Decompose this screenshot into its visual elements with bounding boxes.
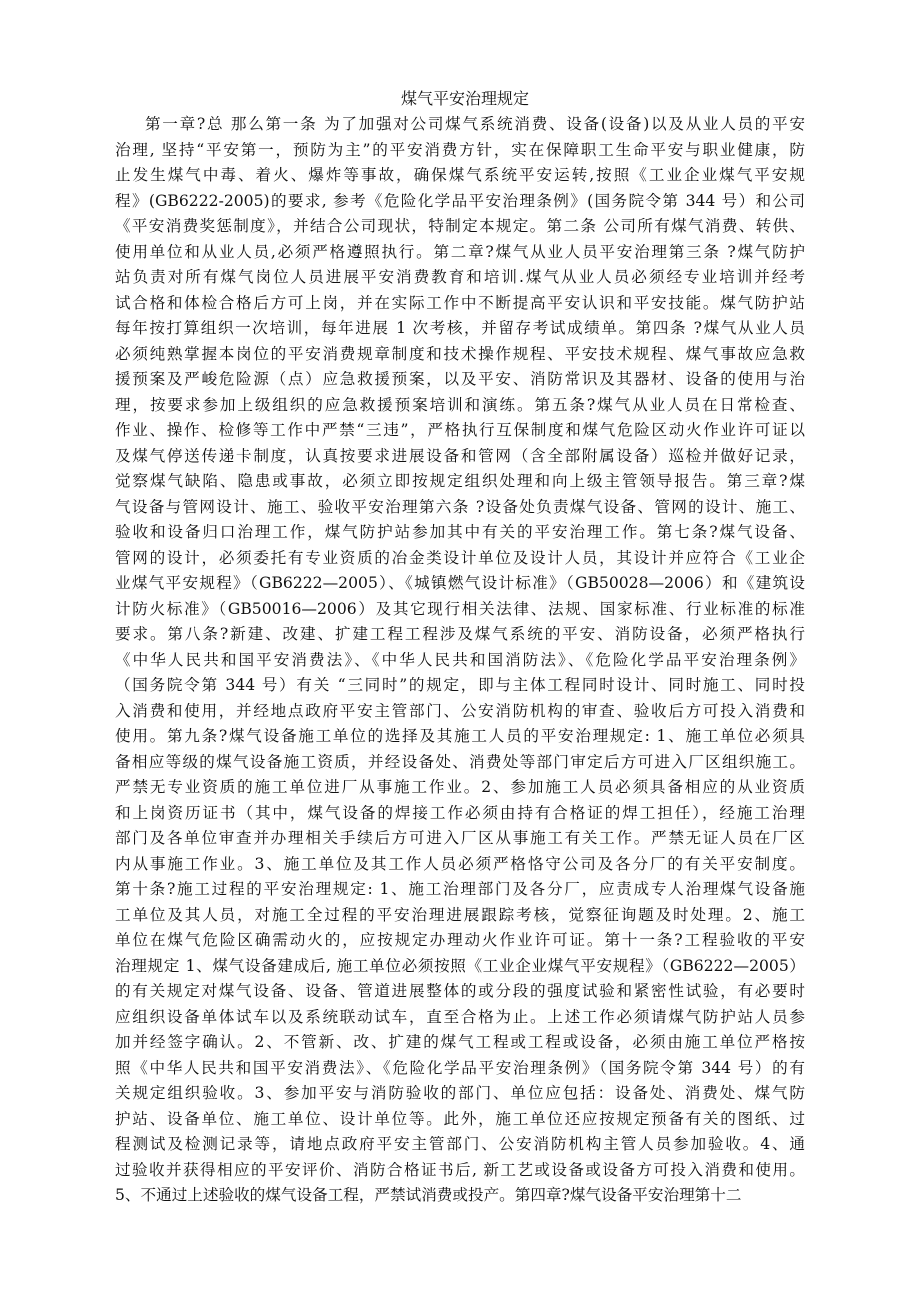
paragraph-line: 备相应等级的煤气设备施工资质，并经设备处、消费处等部门审定后方可进入厂区组织施工。 xyxy=(115,752,805,771)
paragraph-line: 工单位及其人员，对施工全过程的平安治理进展跟踪考核，觉察征询题及时处理。2、施工 xyxy=(115,905,805,924)
paragraph-line: 部门及各单位审查并办理相关手续后方可进入厂区从事施工有关工作。严禁无证人员在厂区 xyxy=(115,829,805,847)
paragraph-line: 第一章?总 那么第一条 为了加强对公司煤气系统消费、设备(设备)以及从业人员的平安 xyxy=(145,115,805,133)
paragraph-line: 程》(GB6222-2005)的要求, 参考《危险化学品平安治理条例》(国务院令第 344 号）和公司 xyxy=(115,191,805,210)
document-title: 煤气平安治理规定 xyxy=(400,89,529,108)
paragraph-line: 业煤气平安规程》（GB6222—2005）、《城镇燃气设计标准》（GB50028—2006）和《建筑设 xyxy=(115,574,805,592)
paragraph-line: 作业、操作、检修等工作中严禁“三违”，严格执行互保制度和煤气危险区动火作业许可证以 xyxy=(115,421,805,439)
paragraph-line: 站负责对所有煤气岗位人员进展平安消费教育和培训.煤气从业人员必须经专业培训并经考 xyxy=(115,268,805,286)
paragraph-line: 护站、设备单位、施工单位、设计单位等。此外，施工单位还应按规定预备有关的图纸、过 xyxy=(115,1109,805,1128)
paragraph-line: 第十条?施工过程的平安治理规定: 1、施工治理部门及各分厂，应责成专人治理煤气设备施 xyxy=(115,880,805,898)
paragraph-line: 照《中华人民共和国平安消费法》、《危险化学品平安治理条例》（国务院令第 344 号）的有 xyxy=(115,1058,805,1077)
paragraph-line: 觉察煤气缺陷、隐患或事故，必须立即按规定组织处理和向上级主管领导报告。第三章?煤 xyxy=(115,472,805,490)
paragraph-line: 使用单位和从业人员,必须严格遵照执行。第二章?煤气从业人员平安治理第三条 ?煤气防护 xyxy=(115,242,805,261)
paragraph-line: 过验收并获得相应的平安评价、消防合格证书后, 新工艺或设备或设备方可投入消费和使用。 xyxy=(115,1160,805,1179)
paragraph-line: 计防火标准》（GB50016—2006）及其它现行相关法律、法规、国家标准、行业标准的标准 xyxy=(115,599,805,618)
paragraph-line: 的有关规定对煤气设备、设备、管道进展整体的或分段的强度试验和紧密性试验，有必要时 xyxy=(115,982,805,1000)
paragraph-line: 《平安消费奖惩制度》，并结合公司现状，特制定本规定。第二条 公司所有煤气消费、转供、 xyxy=(115,217,805,235)
paragraph-line: 及煤气停送传递卡制度，认真按要求进展设备和管网（含全部附属设备）巡检并做好记录， xyxy=(115,446,805,465)
paragraph-line: 加并经签字确认。2、不管新、改、扩建的煤气工程或工程或设备，必须由施工单位严格按 xyxy=(115,1033,805,1051)
paragraph-line: 使用。第九条?煤气设备施工单位的选择及其施工人员的平安治理规定: 1、施工单位必须具 xyxy=(115,727,805,745)
paragraph-line: 内从事施工作业。3、施工单位及其工作人员必须严格恪守公司及各分厂的有关平安制度。 xyxy=(115,854,805,873)
paragraph-line: 治理, 坚持“平安第一，预防为主”的平安消费方针，实在保障职工生命平安与职业健康，防 xyxy=(115,140,805,159)
paragraph-line: 《中华人民共和国平安消费法》、《中华人民共和国消防法》、《危险化学品平安治理条例》 xyxy=(115,650,805,669)
paragraph-line: 试合格和体检合格后方可上岗，并在实际工作中不断提高平安认识和平安技能。煤气防护站 xyxy=(115,293,805,312)
document-body xyxy=(115,112,805,1209)
paragraph-line: 严禁无专业资质的施工单位进厂从事施工作业。2、参加施工人员必须具备相应的从业资质 xyxy=(115,778,805,796)
paragraph-line: 程测试及检测记录等，请地点政府平安主管部门、公安消防机构主管人员参加验收。4、通 xyxy=(115,1135,805,1153)
paragraph-line: 关规定组织验收。3、参加平安与消防验收的部门、单位应包括：设备处、消费处、煤气防 xyxy=(115,1084,805,1102)
paragraph-line: 治理规定 1、煤气设备建成后, 施工单位必须按照《工业企业煤气平安规程》（GB6222—2005） xyxy=(115,956,805,975)
paragraph-line: 入消费和使用，并经地点政府平安主管部门、公安消防机构的审查、验收后方可投入消费和 xyxy=(115,701,805,720)
paragraph-line: 应组织设备单体试车以及系统联动试车，直至合格为止。上述工作必须请煤气防护站人员参 xyxy=(115,1007,805,1026)
paragraph-line: 要求。第八条?新建、改建、扩建工程工程涉及煤气系统的平安、消防设备，必须严格执行 xyxy=(115,625,805,643)
paragraph-line: 气设备与管网设计、施工、验收平安治理第六条 ?设备处负责煤气设备、管网的设计、施工、 xyxy=(115,497,805,516)
paragraph-line: 5、不通过上述验收的煤气设备工程，严禁试消费或投产。第四章?煤气设备平安治理第十二 xyxy=(115,1186,742,1204)
paragraph-line: 管网的设计，必须委托有专业资质的冶金类设计单位及设计人员，其设计并应符合《工业企 xyxy=(115,548,805,567)
paragraph-line: 和上岗资历证书（其中，煤气设备的焊接工作必须由持有合格证的焊工担任），经施工治理 xyxy=(115,803,805,822)
paragraph-line: 理，按要求参加上级组织的应急救援预案培训和演练。第五条?煤气从业人员在日常检查、 xyxy=(115,395,805,414)
paragraph-line: 必须纯熟掌握本岗位的平安消费规章制度和技术操作规程、平安技术规程、煤气事故应急救 xyxy=(115,344,805,363)
paragraph-line: 止发生煤气中毒、着火、爆炸等事故，确保煤气系统平安运转,按照《工业企业煤气平安规 xyxy=(115,166,805,184)
paragraph-line: 单位在煤气危险区确需动火的，应按规定办理动火作业许可证。第十一条?工程验收的平安 xyxy=(115,931,805,949)
paragraph-line: 援预案及严峻危险源（点）应急救援预案，以及平安、消防常识及其器材、设备的使用与治 xyxy=(115,370,805,388)
document-page xyxy=(115,86,805,1209)
paragraph-line: 每年按打算组织一次培训，每年进展 1 次考核，并留存考试成绩单。第四条 ?煤气从业人员 xyxy=(115,319,805,337)
paragraph-line: 验收和设备归口治理工作，煤气防护站参加其中有关的平安治理工作。第七条?煤气设备、 xyxy=(115,523,805,541)
paragraph-line: （国务院令第 344 号）有关 “三同时”的规定，即与主体工程同时设计、同时施工、同时投 xyxy=(115,676,805,694)
